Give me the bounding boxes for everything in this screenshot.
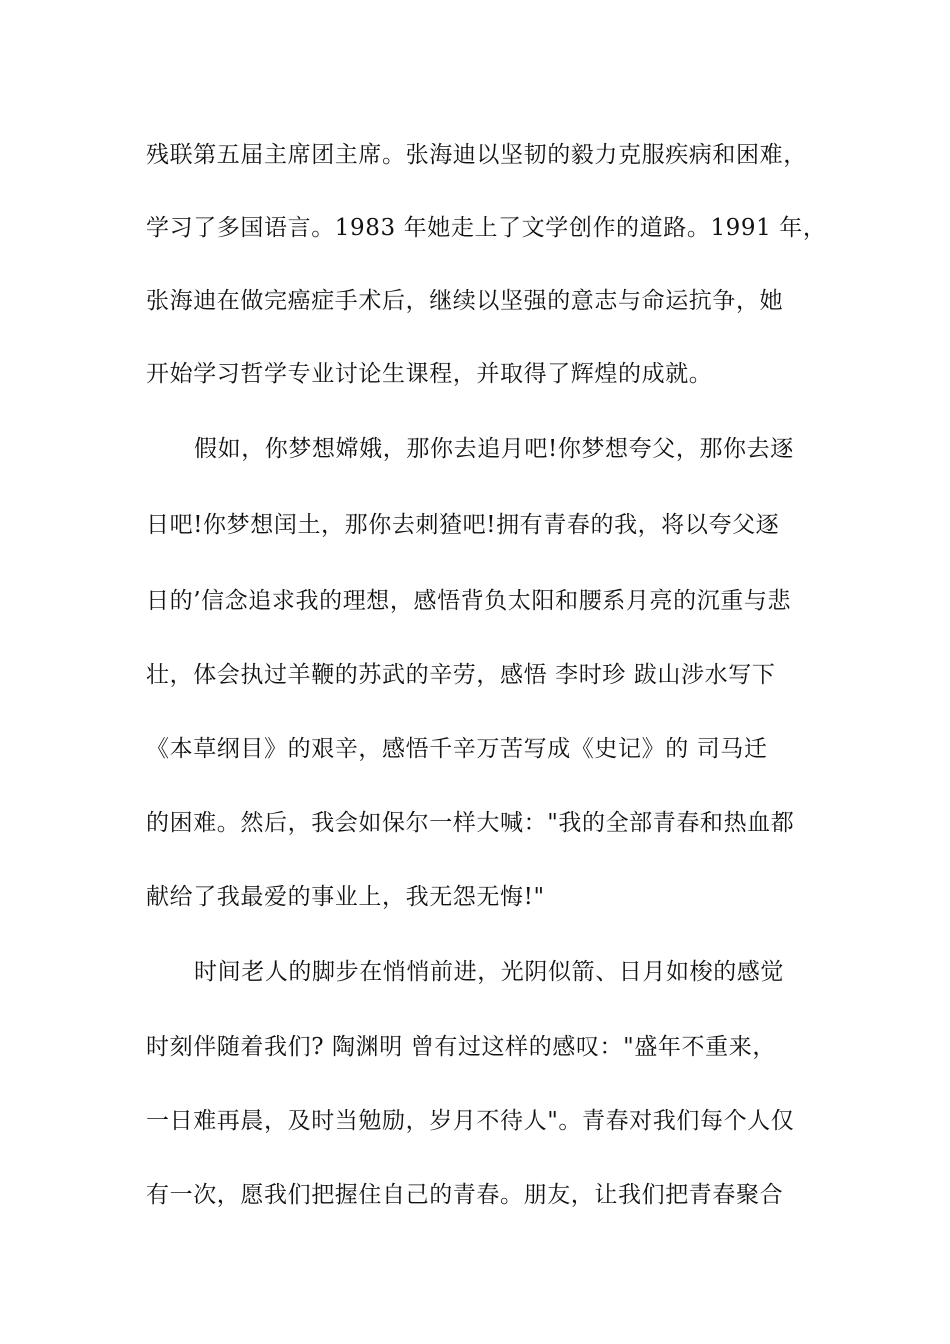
text-line: 日的’信念追求我的理想，感悟背负太阳和腰系月亮的沉重与悲 [146, 588, 792, 614]
text-line: 张海迪在做完癌症手术后，继续以坚强的意志与命运抗争，她 [146, 288, 784, 314]
text-line: 开始学习哲学专业讨论生课程，并取得了辉煌的成就。 [146, 361, 713, 387]
text-line: 《本草纲目》的艰辛，感悟千辛万苦写成《史记》的 司马迁 [146, 736, 768, 762]
text-line: 残联第五届主席团主席。张海迪以坚韧的毅力克服疾病和困难， [146, 142, 807, 168]
paragraph-start-line: 时间老人的脚步在悄悄前进，光阴似箭、日月如梭的感觉 [194, 959, 784, 985]
text-line: 日吧!你梦想闰土，那你去刺猹吧!拥有青春的我，将以夸父逐 [146, 512, 780, 538]
text-line: 一日难再晨，及时当勉励，岁月不待人"。青春对我们每个人仅 [146, 1108, 795, 1134]
paragraph-start-line: 假如，你梦想嫦娥，那你去追月吧!你梦想夸父，那你去逐 [194, 436, 794, 462]
text-line: 的困难。然后，我会如保尔一样大喊："我的全部青春和热血都 [146, 810, 795, 836]
text-line: 献给了我最爱的事业上，我无怨无悔!" [146, 884, 545, 910]
text-line: 学习了多国语言。1983 年她走上了文学创作的道路。1991 年， [146, 215, 827, 241]
text-line: 壮，体会执过羊鞭的苏武的辛劳，感悟 李时珍 跋山涉水写下 [146, 662, 776, 688]
text-line: 时刻伴随着我们? 陶渊明 曾有过这样的感叹："盛年不重来， [146, 1034, 776, 1060]
text-line: 有一次，愿我们把握住自己的青春。朋友，让我们把青春聚合 [146, 1182, 784, 1208]
